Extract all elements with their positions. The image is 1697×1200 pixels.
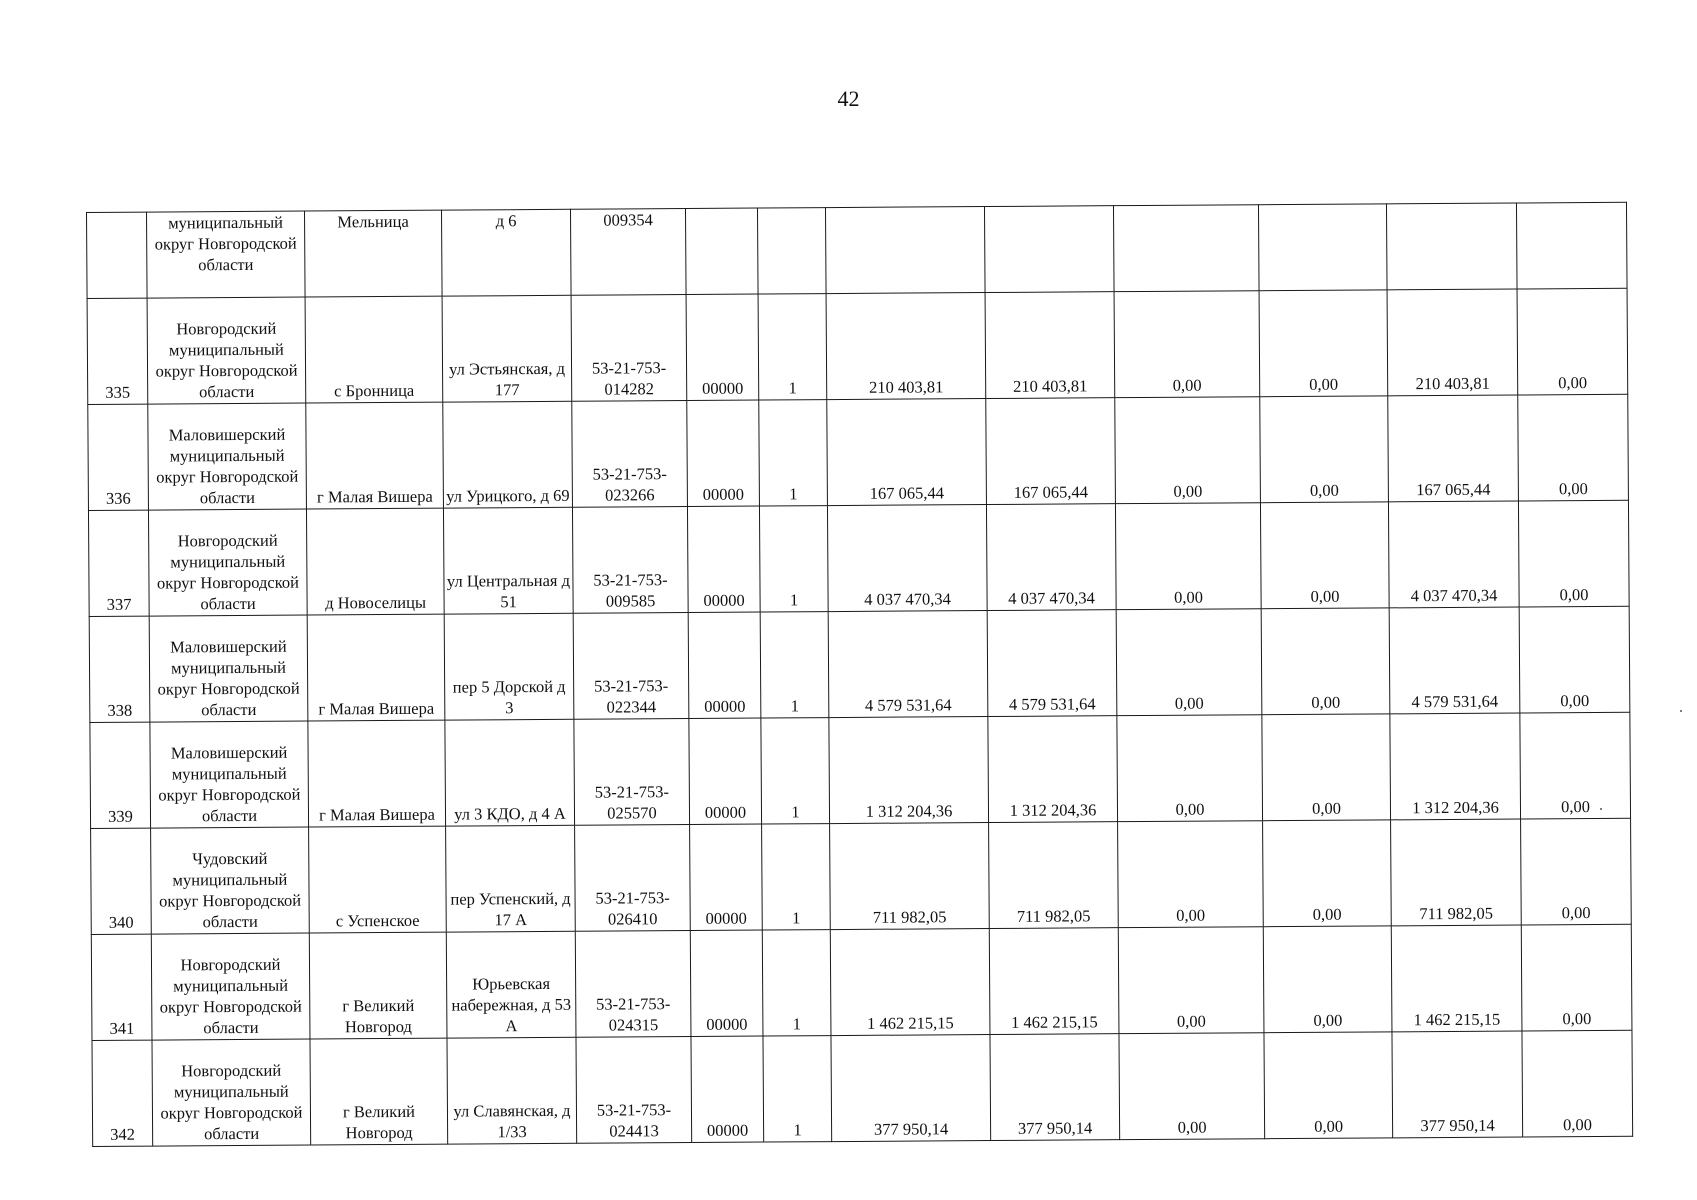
row-number: 340 — [91, 828, 152, 934]
amount-cell: 1 312 204,36 — [1390, 713, 1521, 820]
type-code-cell: 00000 — [690, 824, 763, 930]
municipality-cell: Маловишерский муниципальный округ Новгородской области — [150, 721, 309, 828]
municipality-cell: Маловишерский муниципальный округ Новгородской области — [148, 403, 307, 510]
table-row — [91, 924, 1632, 1040]
code-cell: 53-21-753-024413 — [576, 1037, 692, 1144]
amount-cell: 167 065,44 — [986, 398, 1116, 505]
amount-cell — [1113, 205, 1259, 292]
amount-cell — [984, 206, 1114, 293]
code-cell: 53-21-753-026410 — [575, 825, 691, 932]
settlement-cell: Мельница — [304, 210, 442, 297]
type-code-cell: 00000 — [690, 930, 763, 1036]
row-number: 339 — [90, 722, 151, 828]
count-cell: 1 — [762, 824, 831, 930]
amount-cell: 0,00 — [1521, 818, 1632, 925]
amount-cell: 0,00 — [1264, 1032, 1393, 1139]
table-row — [91, 818, 1632, 934]
municipality-cell: Маловишерский муниципальный округ Новгородской области — [149, 615, 308, 722]
row-number: 335 — [87, 298, 148, 404]
amount-total-cell: 1 462 215,15 — [830, 929, 990, 1036]
address-cell: ул Центральная д 51 — [443, 507, 573, 614]
amount-cell: 377 950,14 — [1392, 1031, 1523, 1138]
settlement-cell: с Успенское — [309, 826, 447, 933]
address-cell: Юрьевская набережная, д 53 А — [446, 931, 576, 1038]
amount-total-cell: 1 312 204,36 — [829, 717, 989, 824]
municipality-cell: Новгородский муниципальный округ Новгородской области — [147, 297, 306, 404]
amount-cell: 0,00 — [1260, 502, 1389, 609]
table-row — [87, 202, 1628, 298]
code-cell: 53-21-753-023266 — [572, 401, 688, 508]
row-number: 336 — [88, 404, 149, 510]
amount-cell: 0,00 — [1521, 924, 1632, 1031]
code-cell: 53-21-753-014282 — [571, 295, 687, 402]
amount-cell: 0,00 — [1259, 290, 1388, 397]
table-row — [92, 1030, 1633, 1146]
amount-cell: 4 037 470,34 — [1388, 501, 1519, 608]
address-cell: ул 3 КДО, д 4 А — [445, 719, 575, 826]
type-code-cell: 00000 — [687, 400, 760, 506]
count-cell: 1 — [763, 1036, 832, 1142]
amount-cell: 167 065,44 — [1388, 395, 1519, 502]
amount-cell: 0,00 — [1518, 500, 1629, 607]
municipality-cell: муниципальный округ Новгородской области — [147, 211, 306, 298]
row-number: 341 — [91, 934, 152, 1040]
count-cell: 1 — [758, 294, 827, 400]
row-number: 338 — [89, 616, 150, 722]
address-cell: д 6 — [441, 209, 571, 296]
amount-cell: 0,00 — [1522, 1030, 1633, 1137]
type-code-cell — [685, 208, 758, 294]
amount-cell — [1386, 203, 1517, 290]
settlement-cell: г Великий Новгород — [309, 932, 447, 1039]
amount-total-cell: 711 982,05 — [830, 823, 990, 930]
settlement-cell: г Малая Вишера — [308, 720, 446, 827]
table-body — [87, 202, 1633, 1146]
row-number: 342 — [92, 1040, 153, 1146]
count-cell: 1 — [759, 506, 828, 612]
amount-total-cell: 377 950,14 — [831, 1035, 991, 1142]
type-code-cell: 00000 — [686, 294, 759, 400]
municipality-cell: Новгородский муниципальный округ Новгородской области — [152, 1039, 311, 1146]
table-row — [88, 394, 1629, 510]
settlement-cell: г Великий Новгород — [310, 1038, 448, 1145]
amount-cell: 210 403,81 — [1387, 289, 1518, 396]
code-cell: 53-21-753-009585 — [572, 507, 688, 614]
table-row — [89, 606, 1630, 722]
amount-cell: 0,00 — [1116, 609, 1262, 716]
amount-cell: 0,00 — [1119, 1033, 1265, 1140]
code-cell: 009354 — [570, 209, 686, 296]
amount-cell: 0,00 — [1118, 821, 1264, 928]
scan-speck — [1600, 808, 1602, 810]
code-cell: 53-21-753-024315 — [575, 931, 691, 1038]
settlement-cell: с Бронница — [305, 296, 443, 403]
amount-cell: 0,00 — [1263, 926, 1392, 1033]
amount-cell: 0,00 — [1261, 608, 1390, 715]
count-cell: 1 — [759, 400, 828, 506]
amount-cell: 1 312 204,36 — [988, 716, 1118, 823]
amount-cell: 0,00 — [1518, 394, 1629, 501]
register-table — [86, 202, 1633, 1147]
municipality-cell: Новгородский муниципальный округ Новгородской области — [148, 509, 307, 616]
row-number — [87, 212, 148, 298]
type-code-cell: 00000 — [691, 1036, 764, 1142]
municipality-cell: Чудовский муниципальный округ Новгородской области — [151, 827, 310, 934]
address-cell: пер Успенский, д 17 А — [446, 825, 576, 932]
amount-cell: 0,00 — [1114, 291, 1260, 398]
amount-cell: 1 462 215,15 — [989, 928, 1119, 1035]
table-row — [90, 712, 1631, 828]
amount-cell: 0,00 — [1262, 714, 1391, 821]
code-cell: 53-21-753-022344 — [573, 613, 689, 720]
amount-cell: 210 403,81 — [985, 292, 1115, 399]
type-code-cell: 00000 — [689, 718, 762, 824]
page-number: 42 — [837, 86, 860, 111]
count-cell: 1 — [761, 718, 830, 824]
settlement-cell: г Малая Вишера — [307, 614, 445, 721]
code-cell: 53-21-753-025570 — [574, 719, 690, 826]
amount-cell: 711 982,05 — [989, 822, 1119, 929]
amount-total-cell: 4 579 531,64 — [828, 611, 988, 718]
amount-cell: 4 579 531,64 — [987, 610, 1117, 717]
address-cell: ул Славянская, д 1/33 — [447, 1037, 577, 1144]
count-cell — [757, 208, 826, 294]
amount-cell: 0,00 — [1520, 712, 1631, 819]
amount-cell: 377 950,14 — [990, 1034, 1120, 1141]
count-cell: 1 — [760, 612, 829, 718]
amount-cell: 0,00 — [1517, 288, 1628, 395]
amount-cell: 0,00 — [1263, 820, 1392, 927]
amount-cell: 0,00 — [1519, 606, 1630, 713]
count-cell: 1 — [762, 930, 831, 1036]
amount-cell: 0,00 — [1115, 397, 1261, 504]
table-row — [88, 500, 1629, 616]
address-cell: ул Эстьянская, д 177 — [442, 295, 572, 402]
amount-cell: 4 037 470,34 — [986, 504, 1116, 611]
amount-cell — [1258, 204, 1387, 291]
type-code-cell: 00000 — [687, 506, 760, 612]
municipality-cell: Новгородский муниципальный округ Новгородской области — [151, 933, 310, 1040]
amount-cell: 0,00 — [1118, 927, 1264, 1034]
amount-cell: 0,00 — [1117, 715, 1263, 822]
amount-total-cell: 210 403,81 — [826, 293, 986, 400]
settlement-cell: д Новоселицы — [306, 508, 444, 615]
address-cell: пер 5 Дорской д 3 — [444, 613, 574, 720]
amount-cell — [1516, 202, 1627, 289]
amount-cell: 1 462 215,15 — [1391, 925, 1522, 1032]
amount-cell: 4 579 531,64 — [1389, 607, 1520, 714]
amount-cell: 0,00 — [1115, 503, 1261, 610]
type-code-cell: 00000 — [688, 612, 761, 718]
amount-total-cell — [825, 207, 985, 294]
amount-total-cell: 4 037 470,34 — [827, 505, 987, 612]
address-cell: ул Урицкого, д 69 — [443, 401, 573, 508]
amount-cell: 711 982,05 — [1391, 819, 1522, 926]
amount-total-cell: 167 065,44 — [827, 399, 987, 506]
amount-cell: 0,00 — [1260, 396, 1389, 503]
row-number: 337 — [88, 510, 149, 616]
scan-speck — [1680, 710, 1682, 712]
settlement-cell: г Малая Вишера — [306, 402, 444, 509]
table-row — [87, 288, 1628, 404]
